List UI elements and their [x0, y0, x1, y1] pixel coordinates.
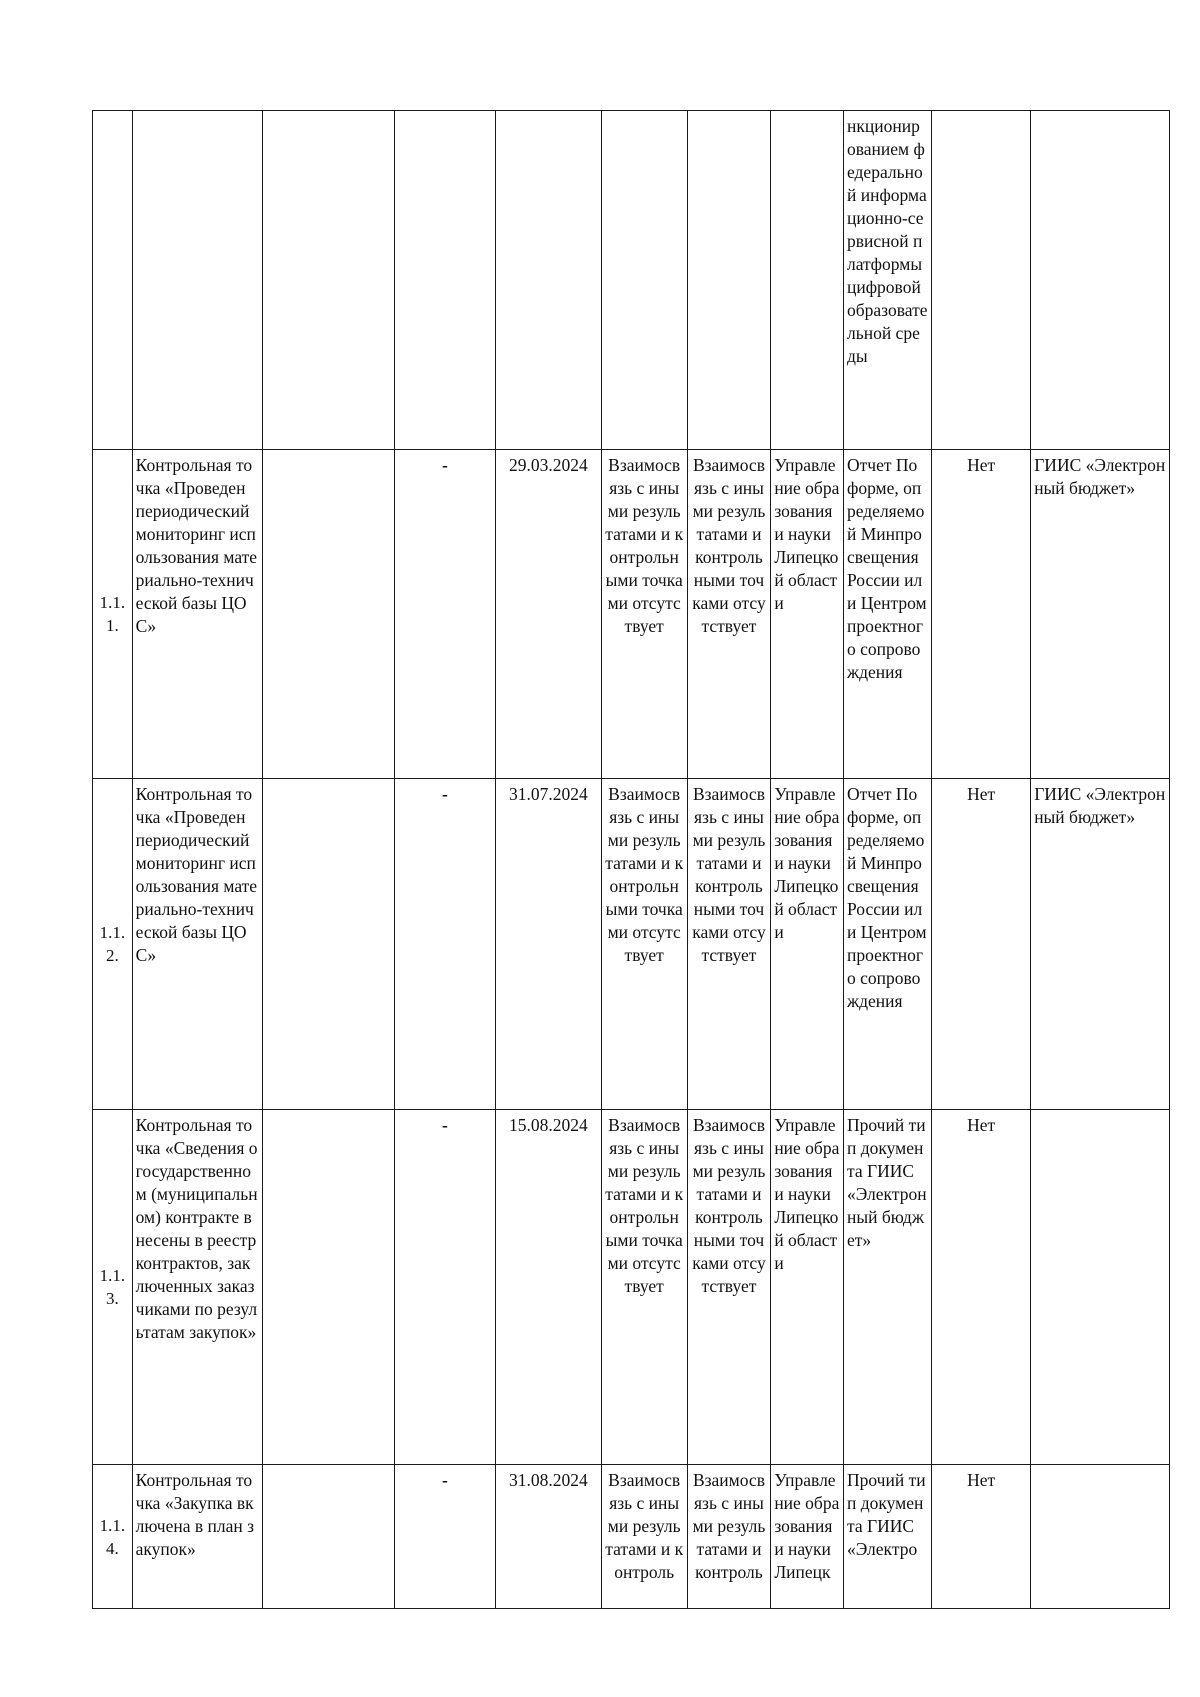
- cell-date: 15.08.2024: [496, 1110, 602, 1465]
- control-points-table: [92, 110, 1170, 1609]
- cell-document: Прочий тип документа ГИИС «Электронный бюджет»: [843, 1110, 931, 1465]
- cell-dash: [394, 111, 495, 450]
- cell-relation-1: Взаимосвязь с иными результатами и контрольными точками отсутствует: [601, 450, 687, 779]
- cell-num: 1.1.3.: [93, 1110, 133, 1465]
- cell-document: Отчет По форме, определяемой Минпросвещения России или Центром проектного сопровождения: [843, 779, 931, 1110]
- cell-system: [1031, 1465, 1170, 1609]
- cell-relation-2: [687, 111, 771, 450]
- cell-dash: -: [394, 1465, 495, 1609]
- cell-num: 1.1.2.: [93, 779, 133, 1110]
- cell-system: ГИИС «Электронный бюджет»: [1031, 779, 1170, 1110]
- cell-date: [496, 111, 602, 450]
- cell-relation-1: Взаимосвязь с иными результатами и контроль: [601, 1465, 687, 1609]
- cell-responsible: Управление образования и науки Липецкой области: [771, 779, 844, 1110]
- cell-document: Прочий тип документа ГИИС «Электро: [843, 1465, 931, 1609]
- table-row: [93, 450, 1170, 779]
- cell-flag: [932, 111, 1031, 450]
- cell-relation-2: Взаимосвязь с иными результатами и контрольными точками отсутствует: [687, 1110, 771, 1465]
- cell-name: Контрольная точка «Сведения о государственном (муниципальном) контракте внесены в реестр контрактов, заключенных заказчиками по результатам закупок»: [132, 1110, 262, 1465]
- cell-dash: -: [394, 779, 495, 1110]
- cell-flag: Нет: [932, 1110, 1031, 1465]
- cell-date: 31.08.2024: [496, 1465, 602, 1609]
- cell-date: 31.07.2024: [496, 779, 602, 1110]
- cell-empty: [262, 1465, 394, 1609]
- cell-responsible: Управление образования и науки Липецк: [771, 1465, 844, 1609]
- cell-name: [132, 111, 262, 450]
- cell-dash: -: [394, 1110, 495, 1465]
- cell-flag: Нет: [932, 779, 1031, 1110]
- cell-responsible: [771, 111, 844, 450]
- cell-empty: [262, 1110, 394, 1465]
- cell-empty: [262, 450, 394, 779]
- cell-flag: Нет: [932, 450, 1031, 779]
- cell-document: нкционированием федеральной информационно-сервисной платформы цифровой образовательной среды: [843, 111, 931, 450]
- cell-relation-2: Взаимосвязь с иными результатами и контрольными точками отсутствует: [687, 779, 771, 1110]
- cell-dash: -: [394, 450, 495, 779]
- cell-name: Контрольная точка «Проведен периодический мониторинг использования материально-технической базы ЦОС»: [132, 450, 262, 779]
- cell-responsible: Управление образования и науки Липецкой области: [771, 450, 844, 779]
- table-row: [93, 779, 1170, 1110]
- document-sheet: [92, 110, 1170, 1609]
- cell-system: ГИИС «Электронный бюджет»: [1031, 450, 1170, 779]
- cell-name: Контрольная точка «Проведен периодический мониторинг использования материально-технической базы ЦОС»: [132, 779, 262, 1110]
- cell-empty: [262, 779, 394, 1110]
- cell-date: 29.03.2024: [496, 450, 602, 779]
- table-row: [93, 1465, 1170, 1609]
- cell-relation-1: [601, 111, 687, 450]
- cell-responsible: Управление образования и науки Липецкой области: [771, 1110, 844, 1465]
- cell-relation-2: Взаимосвязь с иными результатами и контрольными точками отсутствует: [687, 450, 771, 779]
- cell-num: 1.1.4.: [93, 1465, 133, 1609]
- cell-flag: Нет: [932, 1465, 1031, 1609]
- cell-name: Контрольная точка «Закупка включена в план закупок»: [132, 1465, 262, 1609]
- cell-system: [1031, 1110, 1170, 1465]
- cell-document: Отчет По форме, определяемой Минпросвещения России или Центром проектного сопровождения: [843, 450, 931, 779]
- cell-empty: [262, 111, 394, 450]
- table-row: [93, 111, 1170, 450]
- cell-num: [93, 111, 133, 450]
- cell-relation-2: Взаимосвязь с иными результатами и контроль: [687, 1465, 771, 1609]
- table-row: [93, 1110, 1170, 1465]
- cell-relation-1: Взаимосвязь с иными результатами и контрольными точками отсутствует: [601, 1110, 687, 1465]
- cell-num: 1.1.1.: [93, 450, 133, 779]
- cell-relation-1: Взаимосвязь с иными результатами и контрольными точками отсутствует: [601, 779, 687, 1110]
- cell-system: [1031, 111, 1170, 450]
